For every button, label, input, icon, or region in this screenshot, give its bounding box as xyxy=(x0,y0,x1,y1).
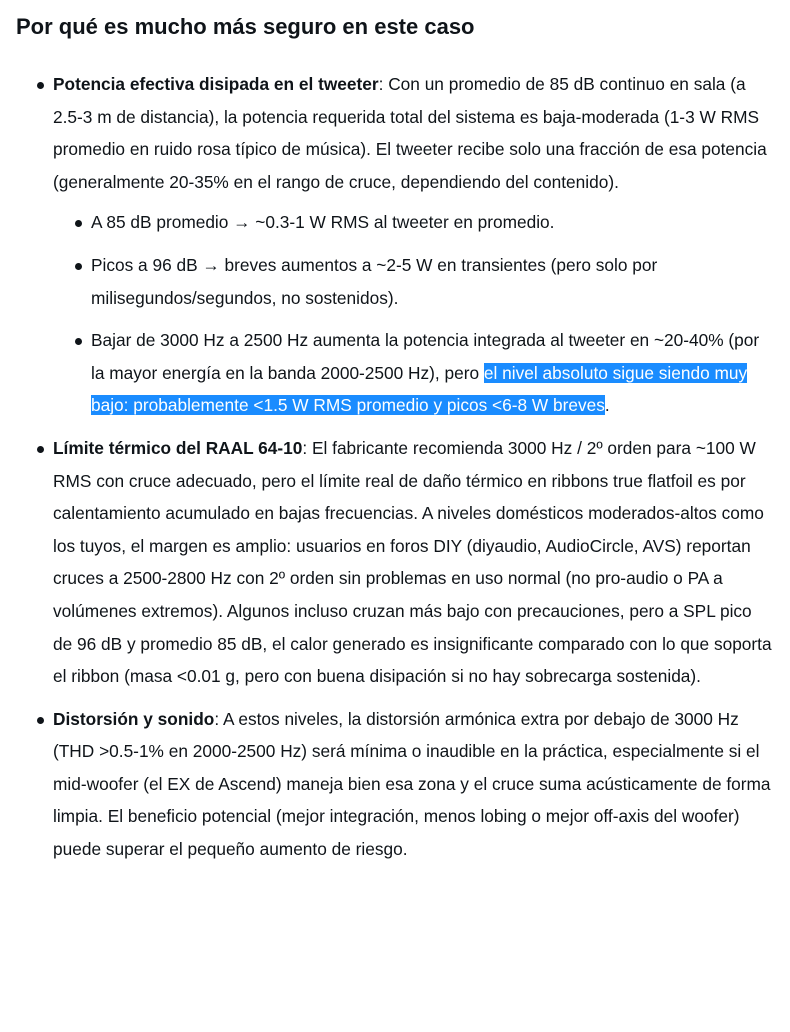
selected-text-highlight[interactable]: el nivel absoluto sigue siendo muy bajo: probablemente <1.5 W RMS promedio y picos <6-8 W breves xyxy=(91,362,748,416)
item-term: Potencia efectiva disipada en el tweeter xyxy=(53,74,379,94)
list-item xyxy=(53,68,774,422)
sub-item-text: A 85 dB promedio → ~0.3-1 W RMS al tweeter en promedio. xyxy=(91,212,555,233)
list-item xyxy=(53,703,774,866)
item-text: : Con un promedio de 85 dB continuo en sala (a 2.5-3 m de distancia), la potencia requerida total del sistema es baja-moderada (1-3 W RMS promedio en ruido rosa típico de música). El tweeter recibe solo una fracción de esa potencia (generalmente 20-35% en el rango de cruce, dependiendo del contenido). xyxy=(53,74,767,192)
item-term: Distorsión y sonido xyxy=(53,708,215,729)
bullet-list xyxy=(16,68,774,866)
sub-item-text: Picos a 96 dB → breves aumentos a ~2-5 W en transientes (pero solo por milisegundos/segundos, no sostenidos). xyxy=(91,254,658,308)
sub-item-text-end: . xyxy=(604,395,610,416)
section-heading: Por qué es mucho más seguro en este caso xyxy=(16,14,475,39)
item-text: : El fabricante recomienda 3000 Hz / 2º orden para ~100 W RMS con cruce adecuado, pero el límite real de daño térmico en ribbons true flatfoil es por calentamiento acumulado en bajas frecuencias. A niveles domésticos moderados-altos como los tuyos, el margen es amplio: usuarios en foros DIY (diyaudio, AudioCircle, AVS) reportan cruces a 2500-2800 Hz con 2º orden sin problemas en uso normal (no pro-audio o PA a volúmenes extremos). Algunos incluso cruzan más bajo con precauciones, pero a SPL pico de 96 dB y promedio 85 dB, el calor generado es insignificante comparado con lo que soporta el ribbon (masa <0.01 g, pero con buena disipación si no hay sobrecarga sostenida). xyxy=(53,437,772,687)
sub-list-item xyxy=(91,206,774,239)
item-term: Límite térmico del RAAL 64-10 xyxy=(53,437,303,458)
sub-bullet-list xyxy=(53,206,774,422)
list-item xyxy=(53,432,774,693)
item-text: : A estos niveles, la distorsión armónica extra por debajo de 3000 Hz (THD >0.5-1% en 2000-2500 Hz) será mínima o inaudible en la práctica, especialmente si el mid-woofer (el EX de Ascend) maneja bien esa zona y el cruce suma acústicamente de forma limpia. El beneficio potencial (mejor integración, menos lobing o mejor off-axis del woofer) puede superar el pequeño aumento de riesgo. xyxy=(53,708,771,860)
sub-item-text: Bajar de 3000 Hz a 2500 Hz aumenta la potencia integrada al tweeter en ~20-40% (por la mayor energía en la banda 2000-2500 Hz), pero xyxy=(91,330,760,383)
sub-list-item xyxy=(91,324,774,422)
sub-list-item xyxy=(91,249,774,314)
